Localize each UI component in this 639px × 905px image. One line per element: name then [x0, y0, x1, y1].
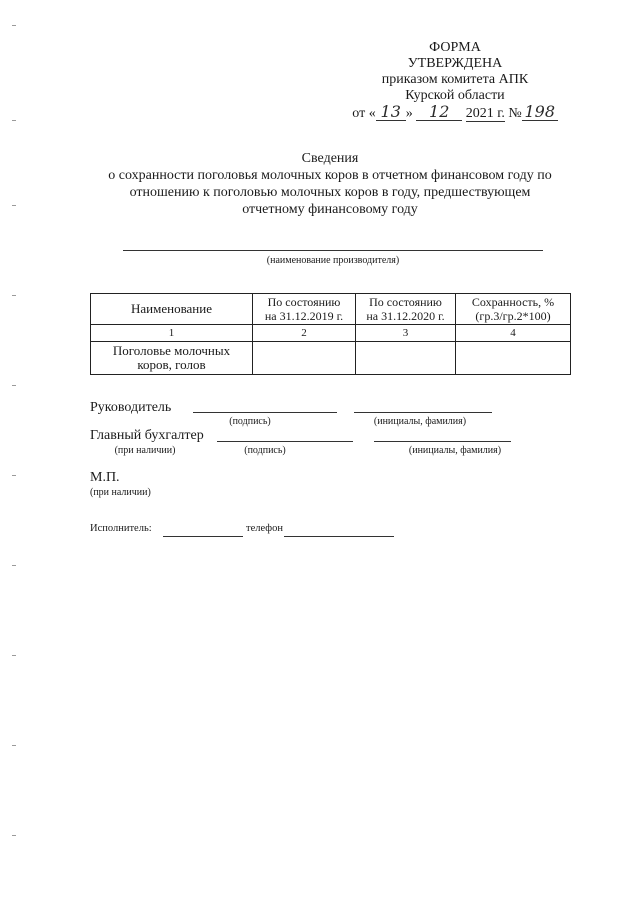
column-number: 2: [253, 325, 356, 342]
approval-header: [330, 40, 580, 122]
stamp-label: М.П.: [90, 470, 120, 485]
value-cell-2020[interactable]: [356, 342, 456, 375]
producer-caption: (наименование производителя): [266, 255, 400, 266]
table-header-row: [91, 294, 571, 325]
title-line: отчетному финансовому году: [242, 202, 418, 217]
phone-line[interactable]: [284, 536, 394, 537]
table-header-cell: Наименование: [91, 294, 253, 325]
table-number-row: [91, 325, 571, 342]
executor-line[interactable]: [163, 536, 243, 537]
stamp-if-present-caption: (при наличии): [90, 487, 151, 498]
table-header-cell: По состоянию на 31.12.2020 г.: [356, 294, 456, 325]
date-year: 2021 г.: [465, 106, 505, 121]
scan-mark: [12, 120, 16, 121]
scan-mark: [12, 25, 16, 26]
date-prefix: от «: [352, 106, 376, 121]
value-cell-2019[interactable]: [253, 342, 356, 375]
signature-caption: (подпись): [244, 445, 286, 456]
accountant-label: Главный бухгалтер: [90, 428, 204, 443]
data-table: [90, 293, 571, 375]
row-name-cell: Поголовье молочных коров, голов: [91, 342, 253, 375]
scan-mark: [12, 295, 16, 296]
scan-mark: [12, 835, 16, 836]
scan-mark: [12, 745, 16, 746]
accountant-initials-line[interactable]: [374, 441, 511, 442]
table-header-cell: По состоянию на 31.12.2019 г.: [253, 294, 356, 325]
order-label: приказом комитета АПК: [381, 72, 529, 87]
date-month: 12: [416, 104, 462, 121]
scan-mark: [12, 385, 16, 386]
date-day: 13: [376, 104, 406, 121]
region-label: Курской области: [405, 88, 505, 103]
table-row: [91, 342, 571, 375]
head-signature-line[interactable]: [193, 412, 337, 413]
executor-label: Исполнитель:: [90, 523, 152, 534]
title-line: о сохранности поголовья молочных коров в отчетном финансовом году по: [108, 168, 552, 183]
order-number: 198: [522, 104, 558, 121]
approved-label: УТВЕРЖДЕНА: [407, 56, 503, 71]
accountant-signature-line[interactable]: [217, 441, 353, 442]
title-line: Сведения: [301, 151, 359, 166]
head-initials-line[interactable]: [354, 412, 492, 413]
scan-mark: [12, 475, 16, 476]
initials-caption: (инициалы, фамилия): [408, 445, 502, 456]
scan-mark: [12, 205, 16, 206]
document-title: [80, 150, 580, 218]
form-label: ФОРМА: [429, 40, 481, 55]
initials-caption: (инициалы, фамилия): [373, 416, 467, 427]
if-present-caption: (при наличии): [114, 445, 176, 456]
scan-mark: [12, 565, 16, 566]
number-prefix: №: [508, 106, 522, 121]
signature-caption: (подпись): [229, 416, 271, 427]
head-label: Руководитель: [90, 400, 172, 415]
phone-label: телефон: [246, 523, 283, 534]
column-number: 4: [456, 325, 571, 342]
producer-name-line[interactable]: [123, 250, 543, 251]
column-number: 3: [356, 325, 456, 342]
order-date-line: [330, 104, 580, 122]
table-header-cell: Сохранность, % (гр.3/гр.2*100): [456, 294, 571, 325]
value-cell-retention[interactable]: [456, 342, 571, 375]
scan-mark: [12, 655, 16, 656]
title-line: отношению к поголовью молочных коров в году, предшествующем: [129, 185, 531, 200]
date-mid: »: [405, 106, 413, 121]
column-number: 1: [91, 325, 253, 342]
